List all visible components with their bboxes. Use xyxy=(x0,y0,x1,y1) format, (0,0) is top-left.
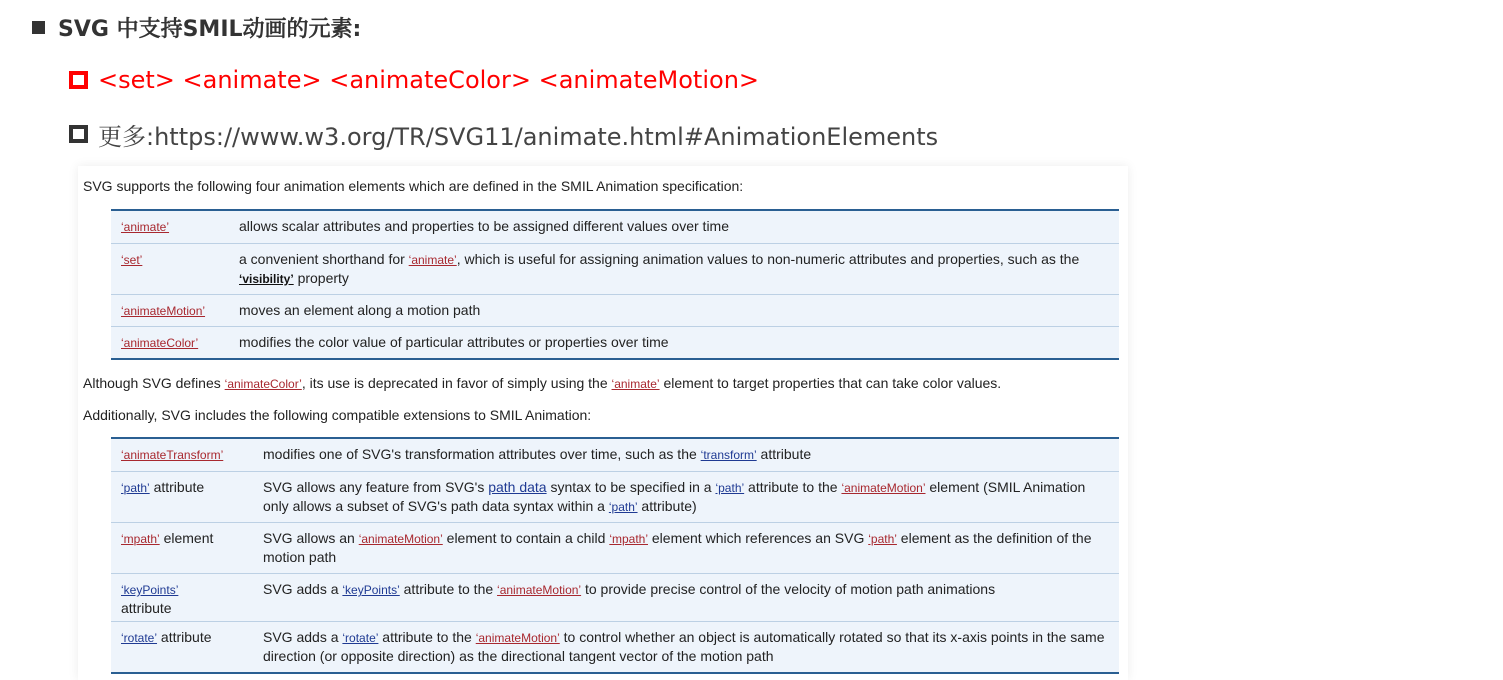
term-link[interactable]: ‘animateTransform’ xyxy=(121,448,224,462)
table-row xyxy=(111,522,1119,573)
inline-link[interactable]: path data xyxy=(488,479,547,495)
spec-screenshot xyxy=(78,166,1128,680)
heading-text: SVG 中支持SMIL动画的元素: xyxy=(58,16,362,42)
table-row xyxy=(111,471,1119,522)
table-row xyxy=(111,573,1119,621)
row-desc: moves an element along a motion path xyxy=(239,302,481,318)
term-link[interactable]: ‘animateColor’ xyxy=(121,336,199,350)
row-desc: allows scalar attributes and properties to be assigned different values over time xyxy=(239,218,730,234)
note-text: element to target properties that can take color values. xyxy=(659,375,1002,391)
bullet-elements-text: <set> <animate> <animateColor> <animateMotion> xyxy=(98,66,760,94)
inline-link[interactable]: ‘path’ xyxy=(868,532,897,546)
term-link[interactable]: ‘mpath’ xyxy=(121,532,160,546)
term-link[interactable]: ‘animate’ xyxy=(121,220,170,234)
inline-link[interactable]: ‘keyPoints’ xyxy=(342,583,400,597)
inline-link[interactable]: ‘path’ xyxy=(715,481,745,495)
bullet-more-text[interactable]: 更多:https://www.w3.org/TR/SVG11/animate.html#AnimationElements xyxy=(98,122,939,151)
row-desc: attribute to the xyxy=(378,629,476,645)
term-suffix: attribute xyxy=(121,600,172,616)
row-desc: SVG allows an xyxy=(263,530,359,546)
filled-square-bullet-icon xyxy=(32,21,45,34)
row-desc: SVG adds a xyxy=(263,629,343,645)
row-desc: element (SMIL Animation only allows a subset of SVG's path data syntax within a xyxy=(263,479,1086,514)
inline-link[interactable]: ‘transform’ xyxy=(700,448,757,462)
slide-heading xyxy=(32,10,361,44)
spec-intro: SVG supports the following four animation elements which are defined in the SMIL Animation specification: xyxy=(83,178,744,194)
inline-link[interactable]: ‘animateColor’ xyxy=(224,377,302,391)
inline-link[interactable]: ‘animateMotion’ xyxy=(358,532,443,546)
term-suffix: attribute xyxy=(149,479,205,495)
row-desc: to control whether an object is automatically rotated so that its x-axis points in the same direction (or opposite direction) as the directional tangent vector of the motion path xyxy=(263,629,1105,664)
row-desc: element as the definition of the motion path xyxy=(263,530,1092,565)
inline-link[interactable]: ‘mpath’ xyxy=(609,532,648,546)
hollow-square-bullet-icon xyxy=(69,71,88,89)
bullet-elements xyxy=(69,63,759,97)
extensions-intro: Additionally, SVG includes the following compatible extensions to SMIL Animation: xyxy=(83,407,592,423)
deprecation-note xyxy=(83,374,1001,393)
term-link[interactable]: ‘animateMotion’ xyxy=(121,304,206,318)
extensions-table xyxy=(111,437,1119,674)
note-text: Although SVG defines xyxy=(83,375,225,391)
table-row xyxy=(111,621,1119,672)
row-desc: syntax to be specified in a xyxy=(546,479,716,495)
inline-link[interactable]: ‘rotate’ xyxy=(342,631,379,645)
row-desc: SVG allows any feature from SVG's xyxy=(263,479,489,495)
table-row xyxy=(111,294,1119,326)
table-row xyxy=(111,243,1119,294)
row-desc: attribute to the xyxy=(744,479,842,495)
row-desc: to provide precise control of the velocity of motion path animations xyxy=(581,581,996,597)
bullet-more xyxy=(69,117,938,151)
term-link[interactable]: ‘rotate’ xyxy=(121,631,158,645)
inline-link[interactable]: ‘animate’ xyxy=(408,253,457,267)
term-link[interactable]: ‘path’ xyxy=(121,481,150,495)
row-desc: , which is useful for assigning animation values to non-numeric attributes and properties, such as the xyxy=(456,251,1080,267)
row-desc: attribute to the xyxy=(399,581,498,597)
table-row xyxy=(111,326,1119,358)
inline-link[interactable]: ‘path’ xyxy=(608,500,638,514)
row-desc: property xyxy=(293,270,349,286)
inline-link[interactable]: ‘animateMotion’ xyxy=(497,583,582,597)
inline-link[interactable]: ‘visibility’ xyxy=(239,272,294,286)
term-link[interactable]: ‘set’ xyxy=(121,253,143,267)
row-desc: a convenient shorthand for xyxy=(239,251,409,267)
term-suffix: attribute xyxy=(157,629,212,645)
inline-link[interactable]: ‘animateMotion’ xyxy=(475,631,560,645)
inline-link[interactable]: ‘animateMotion’ xyxy=(841,481,926,495)
row-desc: attribute xyxy=(756,446,812,462)
row-desc: SVG adds a xyxy=(263,581,343,597)
row-desc: element to contain a child xyxy=(442,530,610,546)
term-suffix: element xyxy=(159,530,214,546)
note-text: , its use is deprecated in favor of simply using the xyxy=(301,375,612,391)
term-link[interactable]: ‘keyPoints’ xyxy=(121,583,179,597)
row-desc: element which references an SVG xyxy=(648,530,869,546)
inline-link[interactable]: ‘animate’ xyxy=(611,377,660,391)
row-desc: modifies the color value of particular attributes or properties over time xyxy=(239,334,669,350)
row-desc: attribute) xyxy=(637,498,697,514)
table-row xyxy=(111,211,1119,243)
row-desc: modifies one of SVG's transformation attributes over time, such as the xyxy=(263,446,701,462)
hollow-square-bullet-icon xyxy=(69,125,88,143)
table-row xyxy=(111,439,1119,471)
animation-elements-table xyxy=(111,209,1119,360)
